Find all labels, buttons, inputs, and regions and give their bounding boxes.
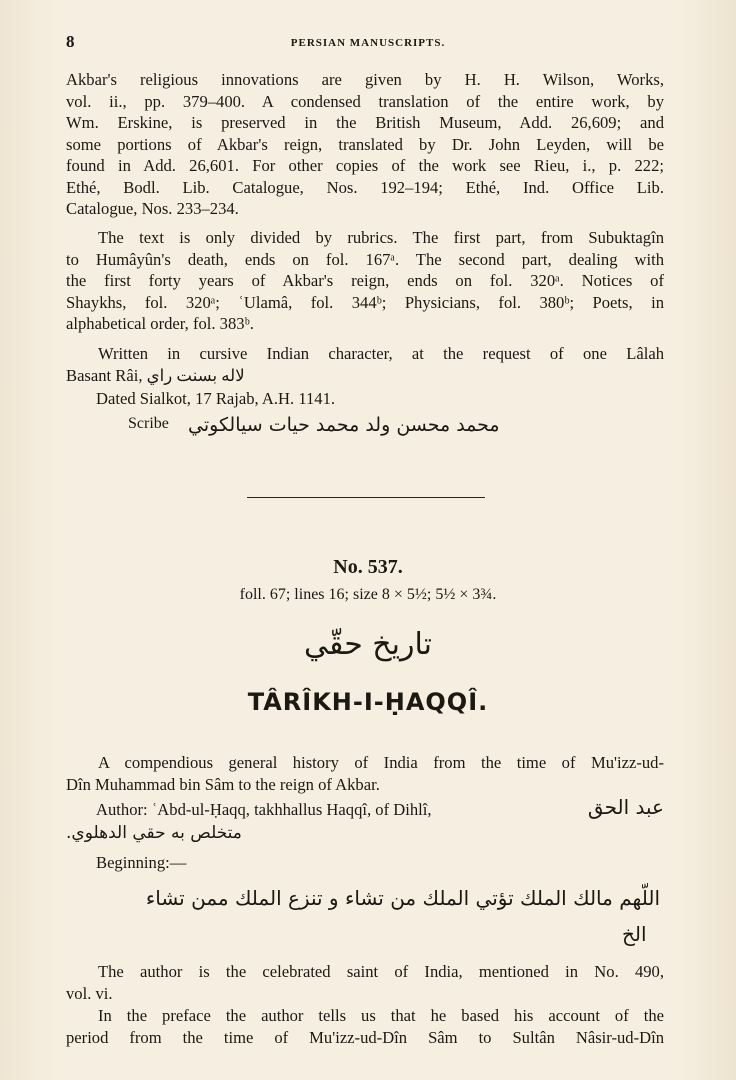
author-arabic-name: عبد الحق (587, 795, 664, 819)
arabic-title: تاريخ حقّي (304, 627, 432, 662)
preface-paragraph (66, 1005, 664, 1048)
work-description (66, 752, 664, 795)
paragraph-line: Ethé, Bodl. Lib. Catalogue, Nos. 192–194; Ethé, Ind. Office Lib. (66, 177, 664, 197)
running-title: PERSIAN MANUSCRIPTS. (290, 37, 446, 49)
paragraph-line: In the preface the author tells us that he based his account of the (98, 1006, 664, 1025)
previous-entry-paragraph-2 (66, 227, 664, 335)
arabic-opening-tail: الخ (622, 922, 647, 946)
paragraph-line: The text is only divided by rubrics. The first part, from Subuktagîn (98, 228, 664, 247)
beginning-label: Beginning:— (96, 853, 187, 872)
author-note (66, 961, 664, 1004)
section-divider (247, 497, 485, 498)
paragraph-line: Shaykhs, fol. 320ᵃ; ʿUlamâ, fol. 344ᵇ; Physicians, fol. 380ᵇ; Poets, in (66, 292, 664, 312)
paragraph-line: alphabetical order, fol. 383ᵇ. (66, 314, 254, 333)
paragraph-line: A compendious general history of India from the time of Mu'izz-ud- (98, 753, 664, 772)
work-title: TÂRÎKH-I-ḤAQQÎ. (247, 688, 489, 716)
running-head (66, 32, 670, 56)
scribe-line (128, 410, 548, 444)
scribe-label: Scribe (128, 415, 169, 432)
manuscript-specs: foll. 67; lines 16; size 8 × 5½; 5½ × 3¾. (239, 586, 497, 603)
paragraph-line: Written in cursive Indian character, at the request of one Lâlah (98, 344, 664, 363)
paragraph-line: Wm. Erskine, is preserved in the British Museum, Add. 26,609; and (66, 113, 664, 132)
paragraph-line: Catalogue, Nos. 233–234. (66, 199, 239, 218)
paragraph-line: Dîn Muhammad bin Sâm to the reign of Akbar. (66, 774, 380, 794)
paragraph-line: found in Add. 26,601. For other copies of the work see Rieu, i., p. 222; (66, 156, 664, 175)
paragraph-line: some portions of Akbar's reign, translated by Dr. John Leyden, will be (66, 134, 664, 154)
paragraph-line: Basant Râi, لاله بسنت راي (66, 365, 245, 385)
paragraph-line: vol. ii., pp. 379–400. A condensed translation of the entire work, by (66, 91, 664, 111)
paragraph-line: vol. vi. (66, 983, 113, 1003)
arabic-opening-line: اللّهم مالك الملك تؤتي الملك من تشاء و تنزع الملك ممن تشاء (145, 886, 660, 910)
page-number: 8 (66, 32, 75, 51)
previous-entry-paragraph-3 (66, 343, 664, 386)
manuscript-number: No. 537. (333, 556, 403, 578)
previous-entry-paragraph-1 (66, 69, 664, 220)
scribe-arabic-name: محمد محسن ولد محمد حیات سیالکوتي (188, 414, 500, 436)
author-line (66, 795, 664, 845)
paragraph-line: Akbar's religious innovations are given by H. H. Wilson, Works, (66, 70, 664, 89)
paragraph-line: to Humâyûn's death, ends on fol. 167ᵃ. The second part, dealing with (66, 249, 664, 269)
dated-line: Dated Sialkot, 17 Rajab, A.H. 1141. (96, 389, 336, 408)
paragraph-line: period from the time of Mu'izz-ud-Dîn Sâm to Sultân Nâsir-ud-Dîn (66, 1027, 664, 1047)
author-arabic-epithet: متخلص به حقي الدهلوي. (66, 823, 242, 843)
author-text: Author: ʿAbd-ul-Ḥaqq, takhhallus Haqqî, of Dihlî, (96, 800, 432, 819)
paragraph-line: The author is the celebrated saint of India, mentioned in No. 490, (98, 962, 664, 981)
paragraph-line: the first forty years of Akbar's reign, ends on fol. 320ᵃ. Notices of (66, 271, 664, 290)
